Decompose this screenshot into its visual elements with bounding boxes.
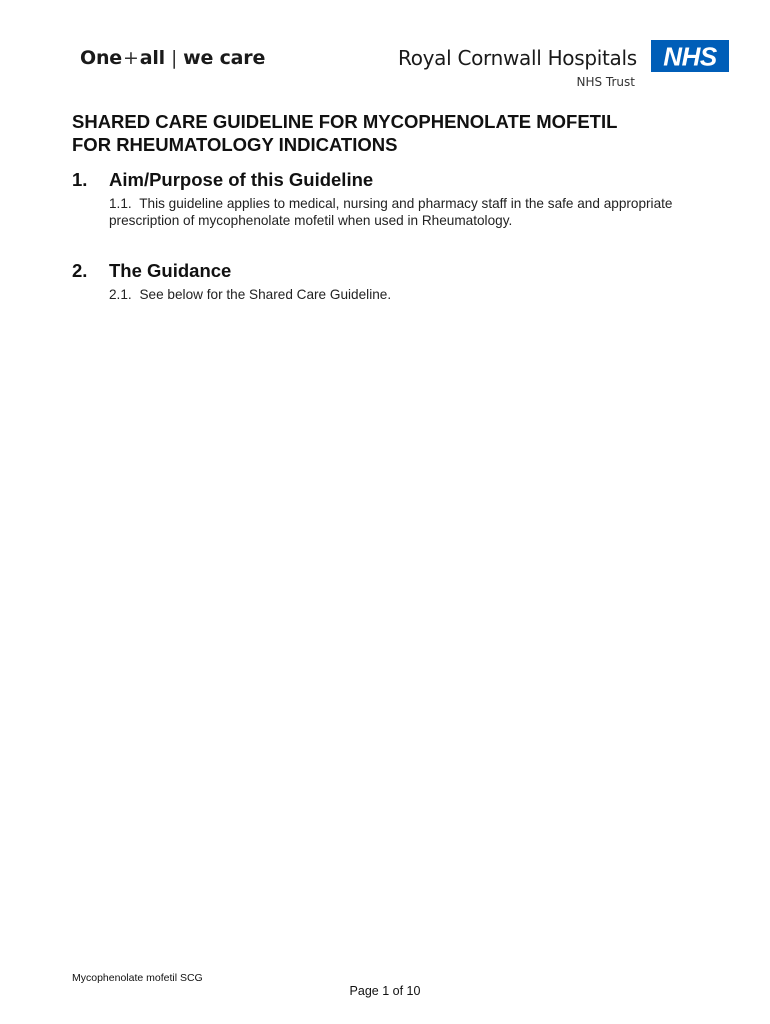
organisation-name: Royal Cornwall Hospitals — [398, 46, 637, 70]
slogan-care: we care — [183, 47, 266, 69]
organisation-subtitle: NHS Trust — [576, 75, 635, 89]
slogan-plus: + — [122, 47, 139, 69]
clause-text: This guideline applies to medical, nursing and pharmacy staff in the safe and appropriate prescription of mycophenolate mofetil when used in Rheumatology. — [109, 196, 673, 228]
section-title: Aim/Purpose of this Guideline — [109, 169, 374, 190]
footer-document-reference: Mycophenolate mofetil SCG — [72, 972, 203, 984]
section-title: The Guidance — [109, 260, 232, 281]
clause — [109, 195, 679, 229]
nhs-logo-text: NHS — [663, 41, 717, 72]
trust-slogan — [80, 47, 265, 69]
section-heading — [72, 260, 692, 282]
document-title-line-1: SHARED CARE GUIDELINE FOR MYCOPHENOLATE MOFETIL — [72, 111, 618, 132]
section-number: 1. — [72, 169, 88, 190]
document-title-line-2: FOR RHEUMATOLOGY INDICATIONS — [72, 134, 398, 155]
section-heading — [72, 169, 692, 191]
section-aim-purpose — [72, 169, 692, 229]
clause — [109, 286, 679, 303]
clause-text: See below for the Shared Care Guideline. — [139, 287, 392, 302]
footer-page-number: Page 1 of 10 — [349, 984, 421, 998]
slogan-separator: | — [170, 47, 178, 69]
section-number: 2. — [72, 260, 88, 281]
clause-number: 1.1. — [109, 196, 132, 211]
slogan-one: One — [80, 47, 122, 69]
nhs-logo-icon — [651, 40, 729, 72]
document-title — [72, 110, 712, 156]
slogan-all: all — [139, 47, 165, 69]
section-guidance — [72, 260, 692, 303]
clause-number: 2.1. — [109, 287, 132, 302]
